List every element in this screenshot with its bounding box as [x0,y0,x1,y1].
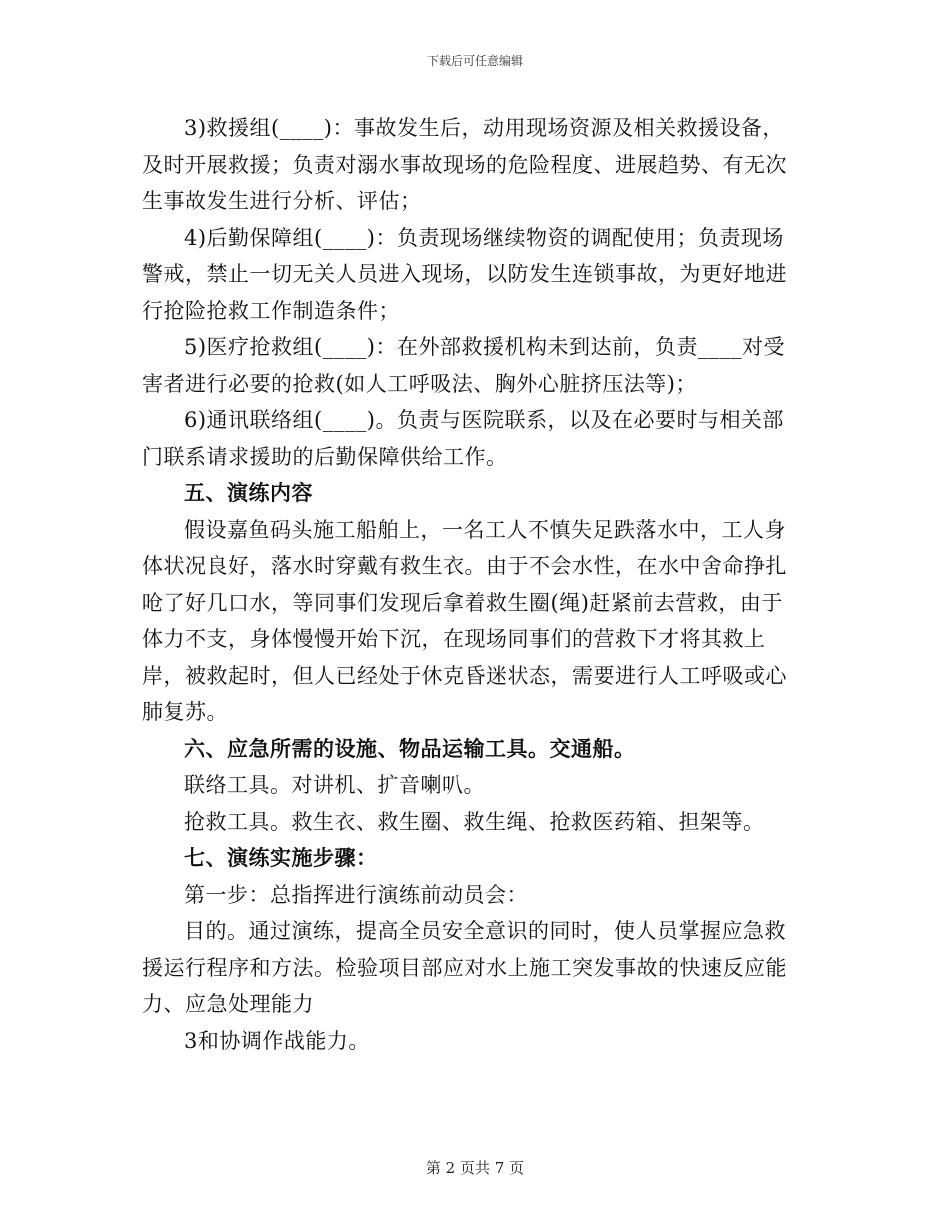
paragraph-rescue-tools: 抢救工具。救生衣、救生圈、救生绳、抢救医药箱、担架等。 [184,809,765,834]
paragraph-purpose: 目的。通过演练，提高全员安全意识的同时，使人员掌握应急救援运行程序和方法。检验项目部应对水上施工突发事故的快速反应能力、应急处理能力 [142,919,787,1016]
page-footer: 第 2 页共 7 页 [425,1159,525,1177]
section-heading-equipment: 六、应急所需的设施、物品运输工具。交通船。 [184,735,636,761]
paragraph-coordination: 3和协调作战能力。 [184,1028,370,1053]
paragraph-communication-tools: 联络工具。对讲机、扩音喇叭。 [184,773,485,797]
document-body [142,110,802,1059]
paragraph-logistics-group: 4)后勤保障组(____)：负责现场继续物资的调配使用；负责现场警戒，禁止一切无关人员进入现场，以防发生连锁事故，为更好地进行抢险抢救工作制造条件； [142,225,787,323]
paragraph-medical-group: 5)医疗抢救组(____)：在外部救援机构未到达前，负责____对受害者进行必要的抢救(如人工呼吸法、胸外心脏挤压法等)； [142,335,785,396]
section-heading-drill-content: 五、演练内容 [184,480,313,505]
paragraph-step-one: 第一步：总指挥进行演练前动员会： [184,882,528,907]
paragraph-rescue-group: 3)救援组(____)：事故发生后，动用现场资源及相关救援设备，及时开展救援；负责对溺水事故现场的危险程度、进展趋势、有无次生事故发生进行分析、评估； [142,116,787,213]
paragraph-drill-scenario: 假设嘉鱼码头施工船舶上，一名工人不慎失足跌落水中，工人身体状况良好，落水时穿戴有救生衣。由于不会水性，在水中舍命挣扎呛了好几口水，等同事们发现后拿着救生圈(绳)赶紧前去营救，由于体力不支，身体慢慢开始下沉，在现场同事们的营救下才将其救上岸，被救起时，但人已经处于休克昏迷状态，需要进行人工呼吸或心肺复苏。 [142,517,787,724]
section-heading-steps: 七、演练实施步骤： [184,845,378,870]
page-header: 下载后可任意编辑 [426,54,523,68]
paragraph-communication-group: 6)通讯联络组(____)。负责与医院联系，以及在必要时与相关部门联系请求援助的后勤保障供给工作。 [142,408,784,469]
